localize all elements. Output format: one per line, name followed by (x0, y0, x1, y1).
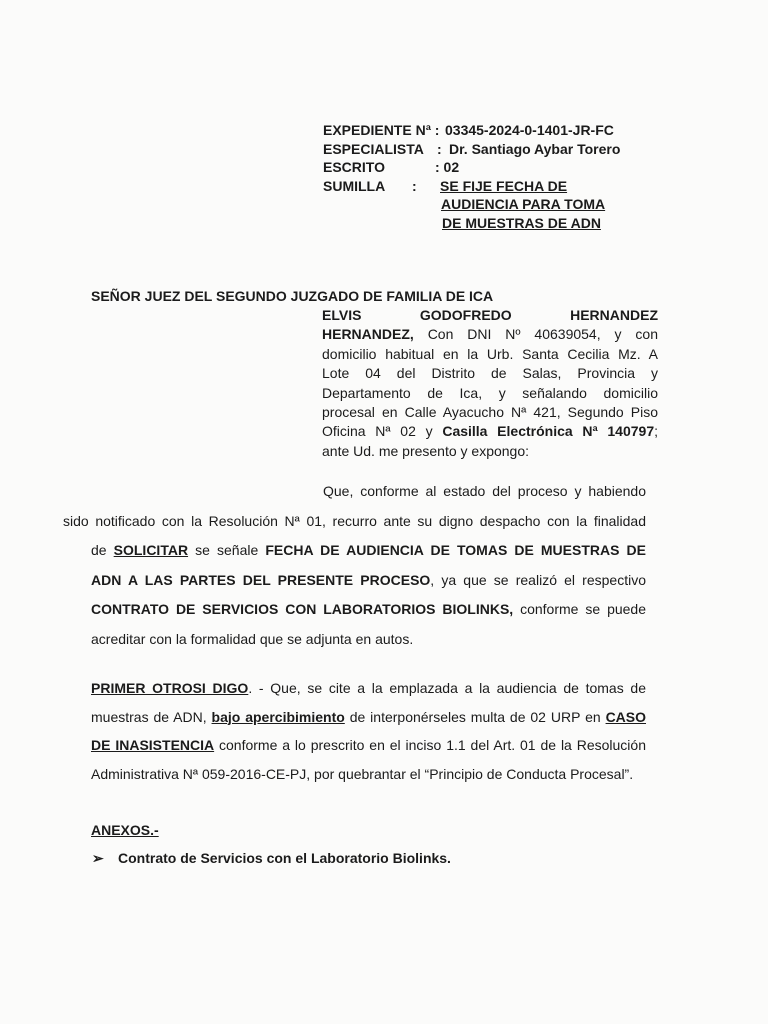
expediente-value: 03345-2024-0-1401-JR-FC (445, 122, 614, 138)
anexo-item-text: Contrato de Servicios con el Laboratorio Biolinks. (118, 850, 451, 866)
party-line-8: ante Ud. me presento y expongo: (322, 442, 530, 459)
bajo-apercibimiento: bajo apercibimiento (211, 708, 345, 725)
party-line-3: domicilio habitual en la Urb. Santa Cecilia Mz. A (322, 345, 658, 362)
sumilla-label: SUMILLA (323, 177, 386, 194)
escrito-value: : 02 (435, 159, 460, 175)
anexo-item (92, 850, 451, 867)
party-line-2 (322, 325, 658, 344)
de-inasistencia: DE INASISTENCIA (91, 737, 215, 753)
especialista-label: ESPECIALISTA (323, 140, 424, 157)
text-muestras: muestras de ADN, (91, 708, 212, 725)
party-line-6: procesal en Calle Ayacucho Nª 421, Segundo Piso (322, 404, 658, 421)
anexos-heading: ANEXOS.- (91, 822, 159, 838)
arrow-bullet-icon: ➢ (92, 850, 104, 866)
sumilla-line-1: SE FIJE FECHA DE (440, 177, 568, 194)
escrito-label: ESCRITO (323, 159, 385, 175)
text-se-senale: se señale (188, 542, 266, 558)
para1-line-3 (91, 536, 646, 566)
para1-line-4 (91, 566, 646, 596)
party-line-4: Lote 04 del Distrito de Salas, Provincia y (322, 365, 658, 382)
para1-line-2: sido notificado con la Resolución Nª 01, recurro ante su digno despacho con la finalidad (63, 512, 646, 529)
party-name-4: HERNANDEZ, (322, 326, 414, 343)
caso-keyword: CASO (605, 708, 647, 725)
solicitar-keyword: SOLICITAR (113, 542, 189, 558)
otrosi-paragraph (91, 674, 646, 788)
para2-line-3 (91, 731, 646, 760)
text-cite: . - Que, se cite a la emplazada a la audiencia de tomas de (248, 680, 646, 696)
casilla-electronica: Casilla Electrónica Nª 140797 (442, 423, 655, 440)
party-identification (322, 306, 658, 461)
contrato-biolinks: CONTRATO DE SERVICIOS CON LABORATORIOS BIOLINKS, (91, 601, 514, 617)
party-name-1: ELVIS (322, 307, 362, 323)
especialista-value: Dr. Santiago Aybar Torero (449, 140, 621, 157)
text-multa: de interponérseles multa de 02 URP en (344, 708, 606, 725)
sumilla-line-3: DE MUESTRAS DE ADN (442, 214, 601, 231)
para2-line-2 (91, 703, 646, 732)
adn-partes: ADN A LAS PARTES DEL PRESENTE PROCESO (91, 571, 431, 588)
para1-line-5 (91, 595, 646, 625)
text-realizo: , ya que se realizó el respectivo (430, 571, 646, 588)
para1-line-1: Que, conforme al estado del proceso y habiendo (323, 483, 646, 499)
party-name-3: HERNANDEZ (570, 307, 658, 323)
sumilla-separator: : (412, 177, 417, 194)
party-dni: Con DNI Nº 40639054, y con (413, 326, 658, 343)
semicolon: ; (654, 423, 659, 440)
party-name-2: GODOFREDO (419, 307, 512, 323)
sumilla-line-2: AUDIENCIA PARA TOMA (441, 196, 606, 212)
text-inciso: conforme a lo prescrito en el inciso 1.1 del Art. 01 de la Resolución (214, 737, 646, 753)
expediente-label: EXPEDIENTE Nª : (323, 122, 440, 138)
especialista-separator: : (437, 140, 442, 157)
para2-line-1 (91, 674, 646, 703)
office-text: Oficina Nª 02 y (322, 423, 443, 440)
party-line-7 (322, 422, 658, 441)
addressee: SEÑOR JUEZ DEL SEGUNDO JUZGADO DE FAMILIA DE ICA (91, 288, 494, 304)
primer-otrosi-digo: PRIMER OTROSI DIGO (91, 680, 249, 696)
para1-line-6: acreditar con la formalidad que se adjunta en autos. (91, 630, 414, 647)
text-conforme: conforme se puede (513, 601, 646, 617)
main-request-paragraph (63, 477, 646, 654)
audiencia-request: FECHA DE AUDIENCIA DE TOMAS DE MUESTRAS DE (265, 542, 646, 558)
text-de: de (91, 542, 114, 558)
party-line-1 (322, 306, 658, 325)
party-line-5: Departamento de Ica, y señalando domicilio (322, 384, 658, 401)
para2-line-4: Administrativa Nª 059-2016-CE-PJ, por quebrantar el “Principio de Conducta Procesal”. (91, 765, 634, 782)
